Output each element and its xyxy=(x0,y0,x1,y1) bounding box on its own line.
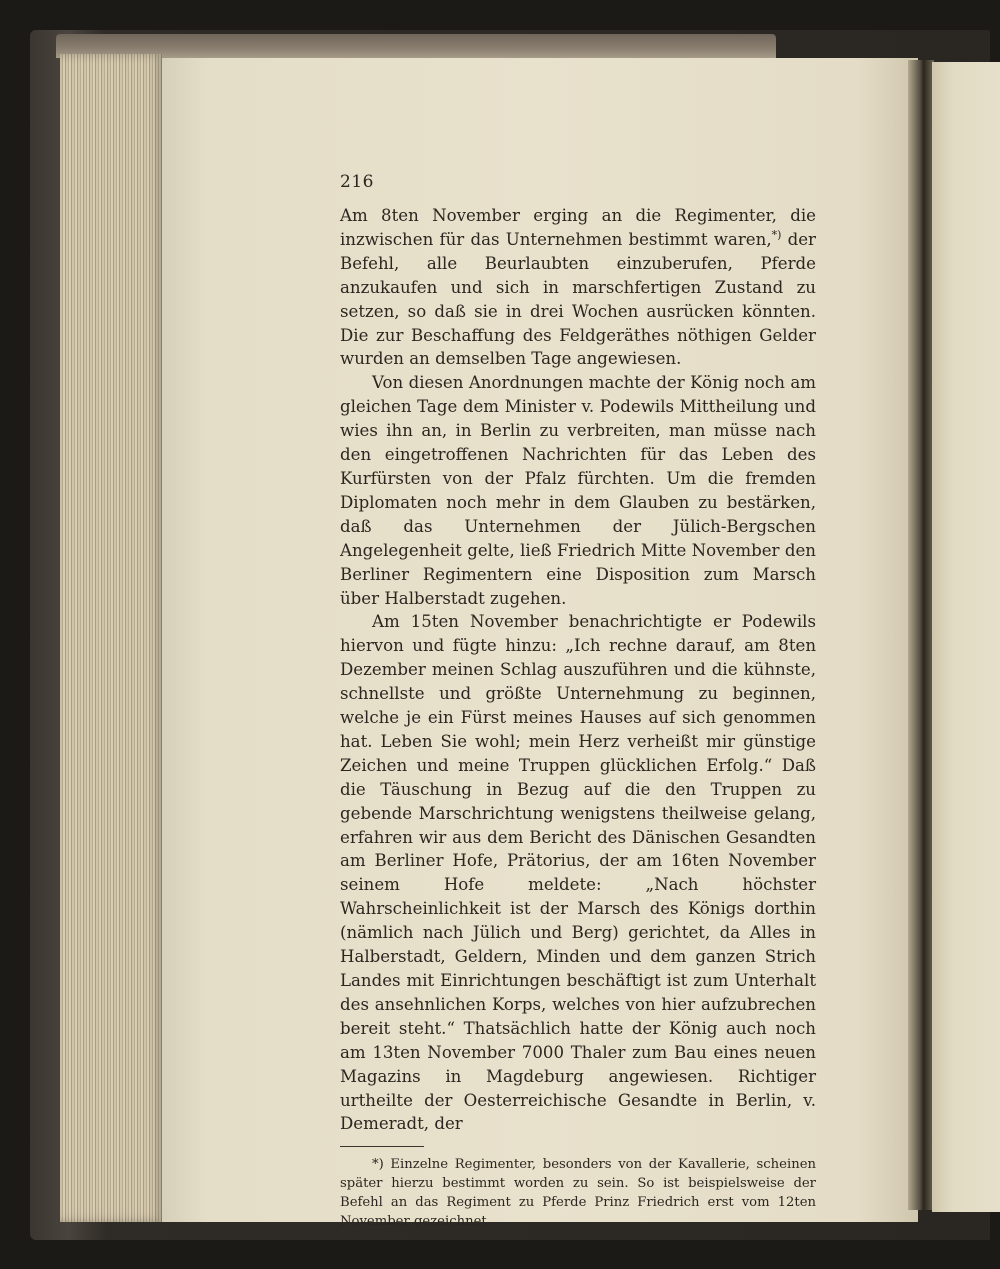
footnote: *) Einzelne Regimenter, besonders von der Kavallerie, scheinen später hierzu bestimmt worden zu sein. So ist beispielsweise der Befehl an das Regiment zu Pferde Prinz Friedrich erst vom 12ten November gezeichnet. xyxy=(340,1157,816,1230)
paragraph-1 xyxy=(340,204,816,371)
book-cover-top-edge xyxy=(56,34,776,58)
footnote-divider xyxy=(340,1146,424,1147)
footnote-reference: *) xyxy=(771,228,782,242)
paragraph-1-start: Am 8ten November erging an die Regimenter, die inzwischen für das Unternehmen bestimmt waren, xyxy=(340,206,816,249)
page-edges-stack xyxy=(60,54,164,1222)
book-gutter xyxy=(908,60,934,1210)
paragraph-2: Von diesen Anordnungen machte der König noch am gleichen Tage dem Minister v. Podewils Mittheilung und wies ihn an, in Berlin zu verbreiten, man müsse nach den eingetroffenen Nachrichten für das Leben des Kurfürsten von der Pfalz fürchten. Um die fremden Diplomaten noch mehr in dem Glauben zu bestärken, daß das Unternehmen der Jülich-Bergschen Angelegenheit gelte, ließ Friedrich Mitte November den Berliner Regimentern eine Disposition zum Marsch über Halberstadt zugehen. xyxy=(340,373,816,608)
right-page-sliver xyxy=(932,62,1000,1212)
paragraph-1-end: der Befehl, alle Beurlaubten einzuberufen, Pferde anzukaufen und sich in marschfertigen Zustand zu setzen, so daß sie in drei Wochen ausrücken könnten. Die zur Beschaffung des Feldgeräthes nöthigen Gelder wurden an demselben Tage angewiesen. xyxy=(340,229,816,369)
page-text-block xyxy=(340,172,816,1231)
page-number: 216 xyxy=(340,172,374,192)
paragraph-3: Am 15ten November benachrichtigte er Podewils hiervon und fügte hinzu: „Ich rechne darauf, am 8ten Dezember meinen Schlag auszuführen und die kühnste, schnellste und größte Unternehmung zu beginnen, welche je ein Fürst meines Hauses auf sich genommen hat. Leben Sie wohl; mein Herz verheißt mir günstige Zeichen und meine Truppen glücklichen Erfolg.“ Daß die Täuschung in Bezug auf die den Truppen zu gebende Marschrichtung wenigstens theilweise gelang, erfahren wir aus dem Bericht des Dänischen Gesandten am Berliner Hofe, Prätorius, der am 16ten November seinem Hofe meldete: „Nach höchster Wahrscheinlichkeit ist der Marsch des Königs dorthin (nämlich nach Jülich und Berg) gerichtet, da Alles in Halberstadt, Geldern, Minden und dem ganzen Strich Landes mit Einrichtungen beschäftigt ist zum Unterhalt des ansehnlichen Korps, welches von hier aufzubrechen bereit steht.“ Thatsächlich hatte der König auch noch am 13ten November 7000 Thaler zum Bau eines neuen Magazins in Magdeburg angewiesen. Richtiger urtheilte der Oesterreichische Gesandte in Berlin, v. Demeradt, der xyxy=(340,612,816,1134)
